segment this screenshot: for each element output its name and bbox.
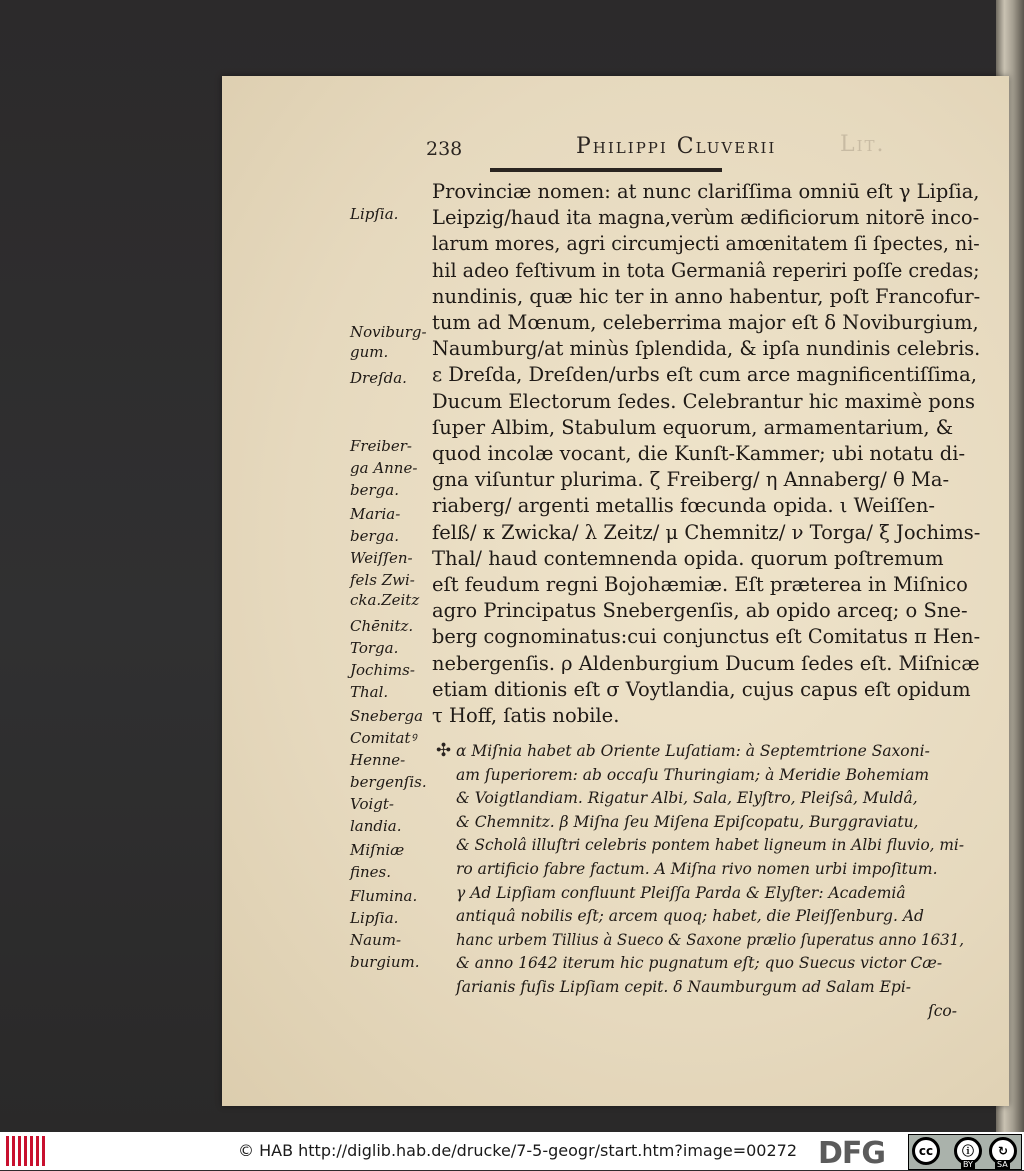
body-text-line: agro Principatus Snebergenſis, ab opido arceq; ο Sne-: [432, 599, 968, 623]
body-text-line: etiam ditionis eſt σ Voytlandia, cujus capus eſt opidum: [432, 677, 971, 701]
body-text-line: gna viſuntur plurima. ζ Freiberg/ η Annaberg/ θ Ma-: [432, 468, 950, 492]
marginal-note: Maria-: [350, 505, 401, 523]
body-text-line: Ducum Electorum ſedes. Celebrantur hic maximè pons: [432, 389, 976, 413]
marginal-note: Dreſda.: [350, 369, 407, 387]
book-page: [222, 76, 1009, 1106]
body-text-line: eſt feudum regni Bojohæmiæ. Eſt præterea in Miſnico: [432, 573, 968, 596]
footnote-line: α Miſnia habet ab Oriente Luſatiam: à Septemtrione Saxoni-: [456, 742, 930, 760]
page-number: 238: [426, 138, 463, 160]
body-text-line: Thal/ haud contemnenda opida. quorum poſtremum: [432, 546, 944, 570]
marginal-note: Naum-: [350, 931, 402, 949]
marginal-note: Miſniæ: [350, 841, 405, 859]
body-text-line: larum mores, agri circumjecti amœnitatem ſi ſpectes, ni-: [432, 232, 980, 256]
by-icon: ⓘ: [954, 1137, 982, 1165]
marginal-note: Sneberga: [350, 707, 424, 725]
marginal-note: burgium.: [350, 953, 420, 971]
marginal-note: Weiſſen-: [350, 549, 413, 567]
hab-logo-icon[interactable]: [6, 1136, 46, 1166]
footnote-line: & Scholâ illuſtri celebris pontem habet ligneum in Albi fluvio, mi-: [456, 836, 965, 855]
marginal-note: Comitatꝰ: [350, 729, 417, 747]
marginal-note: ga Anne-: [350, 459, 418, 477]
body-text-line: Provinciæ nomen: at nunc clariſſima omniū eſt γ Lipſia,: [432, 180, 980, 203]
body-text-line: felß/ κ Zwicka/ λ Zeitz/ μ Chemnitz/ ν Torga/ ξ Jochims-: [432, 520, 981, 544]
sa-icon: ↻: [989, 1137, 1017, 1165]
marginal-note: Voigt-: [350, 795, 394, 813]
body-text-line: quod incolæ vocant, die Kunſt-Kammer; ubi notatu di-: [432, 442, 966, 465]
body-text-line: berg cognominatus:cui conjunctus eſt Comitatus π Hen-: [432, 625, 981, 649]
marginal-note: cka.Zeitz: [350, 591, 420, 609]
marginal-note: Noviburg-: [350, 323, 427, 341]
marginal-note: fels Zwi-: [350, 571, 415, 589]
footnote-line: hanc urbem Tillius à Sueco & Saxone prælio ſuperatus anno 1631,: [456, 930, 965, 949]
marginal-note: Lipſia.: [350, 909, 399, 927]
cc-icon: cc: [912, 1137, 940, 1165]
body-text-line: Leipzig/haud ita magna,verùm ædificiorum nitorē inco-: [432, 206, 980, 230]
footnote-marker: ✣: [436, 740, 452, 761]
marginal-note: landia.: [350, 817, 402, 835]
header-rule: [490, 168, 722, 172]
marginal-note: Torga.: [350, 639, 399, 657]
body-text-line: ε Dreſda, Dreſden/urbs eſt cum arce magnificentiſſima,: [432, 363, 978, 387]
footnote-line: & Voigtlandiam. Rigatur Albi, Sala, Elyſtro, Pleiſsâ, Muldâ,: [456, 789, 918, 808]
footer-bar: [0, 1132, 1024, 1170]
marginal-note: Lipſia.: [350, 205, 399, 223]
marginal-note: Freiber-: [350, 437, 412, 455]
show-through-head: Lit.: [840, 132, 886, 157]
marginal-note: fines.: [350, 863, 392, 881]
footnote-line: ſco-: [928, 1001, 957, 1020]
body-text-line: hil adeo feſtivum in tota Germaniâ reperiri poſſe credas;: [432, 258, 980, 282]
footnote-line: ſarianis fuſis Lipſiam cepit. δ Naumburgum ad Salam Epi-: [456, 978, 912, 996]
by-label: BY: [963, 1160, 973, 1169]
body-text-line: tum ad Mœnum, celeberrima major eſt δ Noviburgium,: [432, 311, 979, 334]
cc-license-badge[interactable]: [908, 1134, 1022, 1170]
dfg-logo[interactable]: DFG: [818, 1136, 886, 1171]
marginal-note: Jochims-: [350, 661, 415, 679]
body-text-line: Naumburg/at minùs ſplendida, & ipſa nundinis celebris.: [432, 337, 981, 361]
marginal-note: bergenſis.: [350, 773, 427, 791]
body-text-line: nundinis, quæ hic ter in anno habentur, poſt Francofur-: [432, 284, 981, 308]
body-text-line: nebergenſis. ρ Aldenburgium Ducum ſedes eſt. Miſnicæ: [432, 651, 980, 675]
marginal-note: berga.: [350, 481, 399, 499]
marginal-note: gum.: [350, 343, 389, 361]
footnote-line: & anno 1642 iterum hic pugnatum eſt; quo Suecus victor Cæ-: [456, 954, 943, 973]
footnote-line: ro artificio fabre factum. A Miſna rivo nomen urbi impoſitum.: [456, 860, 938, 878]
footnote-line: & Chemnitz. β Miſna ſeu Miſena Epiſcopatu, Burggraviatu,: [456, 812, 919, 831]
body-text-line: ſuper Albim, Stabulum equorum, armamentarium, &: [432, 415, 954, 439]
footnote-line: antiquâ nobilis eſt; arcem quoq; habet, die Pleiſſenburg. Ad: [456, 907, 924, 926]
running-head: Philippi Cluverii: [576, 134, 777, 159]
body-text-line: riaberg/ argenti metallis fœcunda opida. ι Weiſſen-: [432, 494, 935, 518]
marginal-note: Thal.: [350, 683, 389, 701]
marginal-note: berga.: [350, 527, 399, 545]
marginal-note: Flumina.: [350, 887, 418, 905]
marginal-note: Chēnitz.: [350, 617, 414, 635]
footnote-line: γ Ad Lipſiam confluunt Pleiſſa Parda & Elyſter: Academiâ: [456, 883, 906, 902]
body-text-line: τ Hoff, ſatis nobile.: [432, 704, 620, 727]
marginal-note: Henne-: [350, 751, 406, 769]
sa-label: SA: [997, 1160, 1008, 1169]
citation-link[interactable]: © HAB http://diglib.hab.de/drucke/7-5-geogr/start.htm?image=00272: [238, 1141, 798, 1160]
footnote-line: am ſuperiorem: ab occaſu Thuringiam; à Meridie Bohemiam: [456, 765, 930, 784]
